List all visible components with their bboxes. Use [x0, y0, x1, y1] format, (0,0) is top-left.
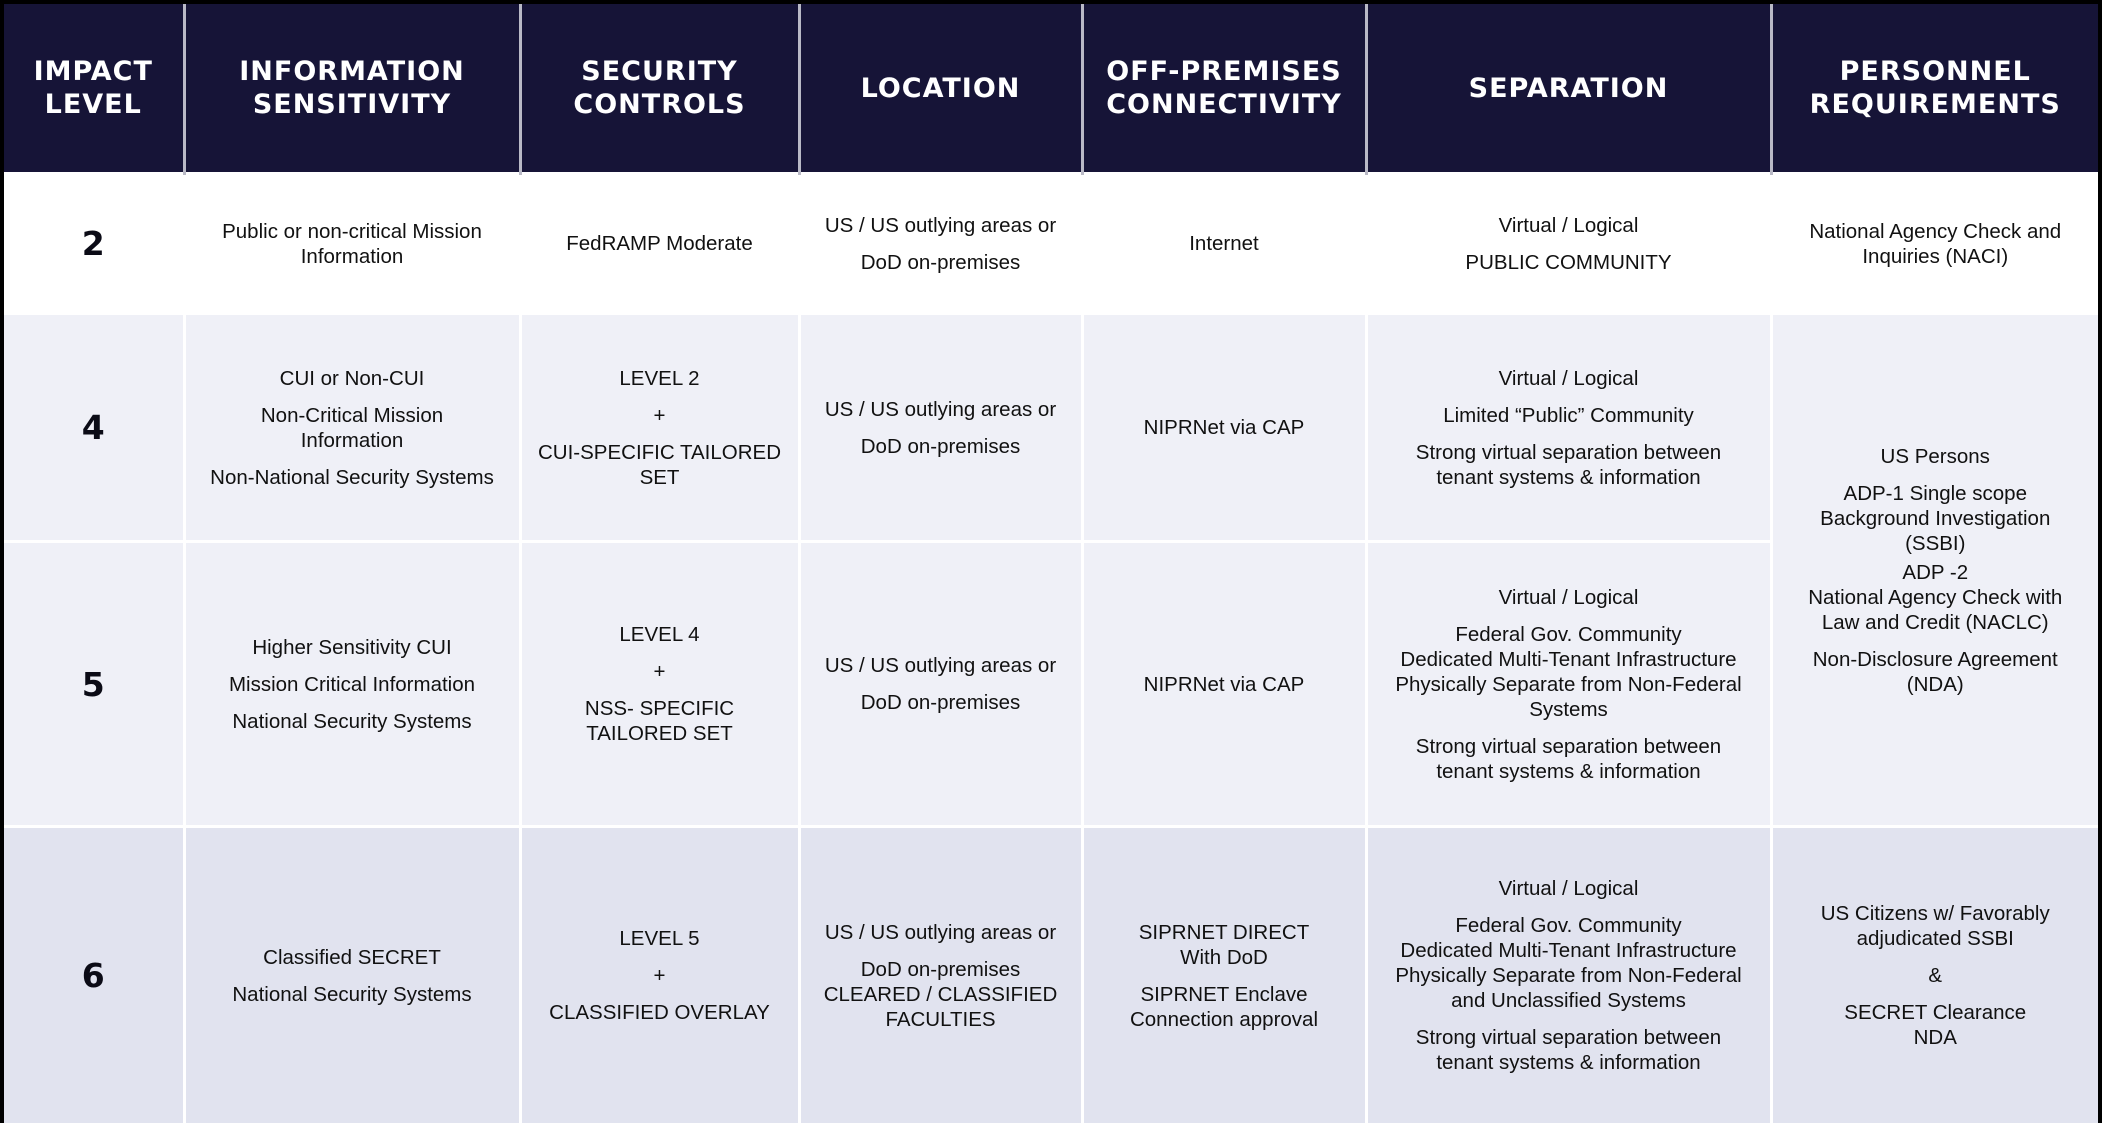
location-cell [799, 314, 1082, 542]
personnel-cell [1771, 174, 2098, 314]
cell-line: LEVEL 2 [534, 366, 786, 391]
header-off-premises-connectivity [1082, 4, 1366, 174]
controls-cell [520, 314, 799, 542]
header-impact-level [4, 4, 184, 174]
cell-line: DoD on-premises [813, 250, 1069, 275]
cell-line: National Agency Check with [1785, 585, 2087, 610]
cell-line: ADP -2 [1785, 560, 2087, 585]
header-line: INFORMATION [196, 55, 509, 88]
impact-level-cell: 2 [4, 174, 184, 314]
cell-line: CLEARED / CLASSIFIED [813, 982, 1069, 1007]
cell-line: DoD on-premises [813, 690, 1069, 715]
cell-line: Physically Separate from Non-Federal [1380, 672, 1758, 697]
cell-line: Mission Critical Information [198, 672, 507, 697]
header-line: OFF-PREMISES [1094, 55, 1355, 88]
header-personnel-requirements [1771, 4, 2098, 174]
cell-line: SIPRNET DIRECT [1096, 920, 1353, 945]
cell-line: FedRAMP Moderate [534, 231, 786, 256]
cell-line: Internet [1096, 231, 1353, 256]
cell-line: Classified SECRET [198, 945, 507, 970]
header-line: SEPARATION [1378, 72, 1760, 105]
cell-line: + [534, 659, 786, 684]
cell-line: With DoD [1096, 945, 1353, 970]
cell-line: (NDA) [1785, 672, 2087, 697]
cell-line: SET [534, 465, 786, 490]
cell-line: NIPRNet via CAP [1096, 672, 1353, 697]
cell-line: and Unclassified Systems [1380, 988, 1758, 1013]
cell-line: Information [198, 244, 507, 269]
location-cell [799, 174, 1082, 314]
impact-level-cell: 6 [4, 827, 184, 1123]
table-header [4, 4, 2098, 174]
location-cell [799, 542, 1082, 827]
cell-line: Virtual / Logical [1380, 876, 1758, 901]
cell-line: (SSBI) [1785, 531, 2087, 556]
sensitivity-cell [184, 174, 520, 314]
cell-line: + [534, 963, 786, 988]
separation-cell [1366, 174, 1771, 314]
cell-line: Public or non-critical Mission [198, 219, 507, 244]
cell-line: LEVEL 5 [534, 926, 786, 951]
cell-line: CUI or Non-CUI [198, 366, 507, 391]
cell-line: tenant systems & information [1380, 1050, 1758, 1075]
cell-line: Limited “Public” Community [1380, 403, 1758, 428]
header-separation [1366, 4, 1771, 174]
cell-line: Federal Gov. Community [1380, 913, 1758, 938]
personnel-cell [1771, 827, 2098, 1123]
header-line: SENSITIVITY [196, 88, 509, 121]
cell-line: adjudicated SSBI [1785, 926, 2087, 951]
cell-line: US / US outlying areas or [813, 920, 1069, 945]
separation-cell [1366, 542, 1771, 827]
cell-line: Virtual / Logical [1380, 366, 1758, 391]
header-line: CONTROLS [532, 88, 788, 121]
header-line: CONNECTIVITY [1094, 88, 1355, 121]
cell-line: DoD on-premises [813, 434, 1069, 459]
cell-line: Non-Critical Mission [198, 403, 507, 428]
cell-line: NSS- SPECIFIC [534, 696, 786, 721]
cell-line: National Security Systems [198, 709, 507, 734]
cell-line: National Security Systems [198, 982, 507, 1007]
header-row [4, 4, 2098, 174]
cell-line: Dedicated Multi-Tenant Infrastructure [1380, 938, 1758, 963]
impact-level-table [4, 4, 2098, 1123]
sensitivity-cell [184, 542, 520, 827]
cell-line: US / US outlying areas or [813, 397, 1069, 422]
cell-line: Virtual / Logical [1380, 585, 1758, 610]
cell-line: Virtual / Logical [1380, 213, 1758, 238]
sensitivity-cell [184, 827, 520, 1123]
cell-line: tenant systems & information [1380, 759, 1758, 784]
cell-line: Non-Disclosure Agreement [1785, 647, 2087, 672]
cell-line: Information [198, 428, 507, 453]
cell-line: Physically Separate from Non-Federal [1380, 963, 1758, 988]
sensitivity-cell [184, 314, 520, 542]
cell-line: FACULTIES [813, 1007, 1069, 1032]
cell-line: + [534, 403, 786, 428]
header-information-sensitivity [184, 4, 520, 174]
header-security-controls [520, 4, 799, 174]
header-line: SECURITY [532, 55, 788, 88]
cell-line: Dedicated Multi-Tenant Infrastructure [1380, 647, 1758, 672]
cell-line: National Agency Check and [1785, 219, 2087, 244]
cell-line: Federal Gov. Community [1380, 622, 1758, 647]
cell-line: NIPRNet via CAP [1096, 415, 1353, 440]
cell-line: US Citizens w/ Favorably [1785, 901, 2087, 926]
cell-line: & [1785, 963, 2087, 988]
connectivity-cell [1082, 827, 1366, 1123]
cell-line: Strong virtual separation between [1380, 440, 1758, 465]
cell-line: ADP-1 Single scope [1785, 481, 2087, 506]
cell-line: Strong virtual separation between [1380, 734, 1758, 759]
separation-cell [1366, 314, 1771, 542]
cell-line: Higher Sensitivity CUI [198, 635, 507, 660]
table-body [4, 174, 2098, 1123]
table-row-level-2 [4, 174, 2098, 314]
cell-line: LEVEL 4 [534, 622, 786, 647]
cell-line: Law and Credit (NACLC) [1785, 610, 2087, 635]
cell-line: DoD on-premises [813, 957, 1069, 982]
cell-line: CUI-SPECIFIC TAILORED [534, 440, 786, 465]
cell-line: NDA [1785, 1025, 2087, 1050]
cell-line: SECRET Clearance [1785, 1000, 2087, 1025]
header-line: PERSONNEL [1783, 55, 2089, 88]
cell-line: Strong virtual separation between [1380, 1025, 1758, 1050]
cell-line: Background Investigation [1785, 506, 2087, 531]
header-line: REQUIREMENTS [1783, 88, 2089, 121]
personnel-cell-levels-4-5 [1771, 314, 2098, 827]
table-row-level-4 [4, 314, 2098, 542]
controls-cell [520, 827, 799, 1123]
connectivity-cell [1082, 174, 1366, 314]
connectivity-cell [1082, 314, 1366, 542]
separation-cell [1366, 827, 1771, 1123]
header-line: LEVEL [14, 88, 173, 121]
cell-line: US Persons [1785, 444, 2087, 469]
cell-line: Connection approval [1096, 1007, 1353, 1032]
cell-line: US / US outlying areas or [813, 213, 1069, 238]
cell-line: CLASSIFIED OVERLAY [534, 1000, 786, 1025]
table-row-level-6 [4, 827, 2098, 1123]
header-line: LOCATION [811, 72, 1071, 105]
cell-line: SIPRNET Enclave [1096, 982, 1353, 1007]
controls-cell [520, 542, 799, 827]
cell-line: TAILORED SET [534, 721, 786, 746]
header-line: IMPACT [14, 55, 173, 88]
location-cell [799, 827, 1082, 1123]
cell-line: tenant systems & information [1380, 465, 1758, 490]
impact-level-cell: 4 [4, 314, 184, 542]
cell-line: US / US outlying areas or [813, 653, 1069, 678]
header-location [799, 4, 1082, 174]
cell-line: PUBLIC COMMUNITY [1380, 250, 1758, 275]
cell-line: Inquiries (NACI) [1785, 244, 2087, 269]
impact-level-cell: 5 [4, 542, 184, 827]
connectivity-cell [1082, 542, 1366, 827]
cell-line: Non-National Security Systems [198, 465, 507, 490]
cell-line: Systems [1380, 697, 1758, 722]
controls-cell [520, 174, 799, 314]
